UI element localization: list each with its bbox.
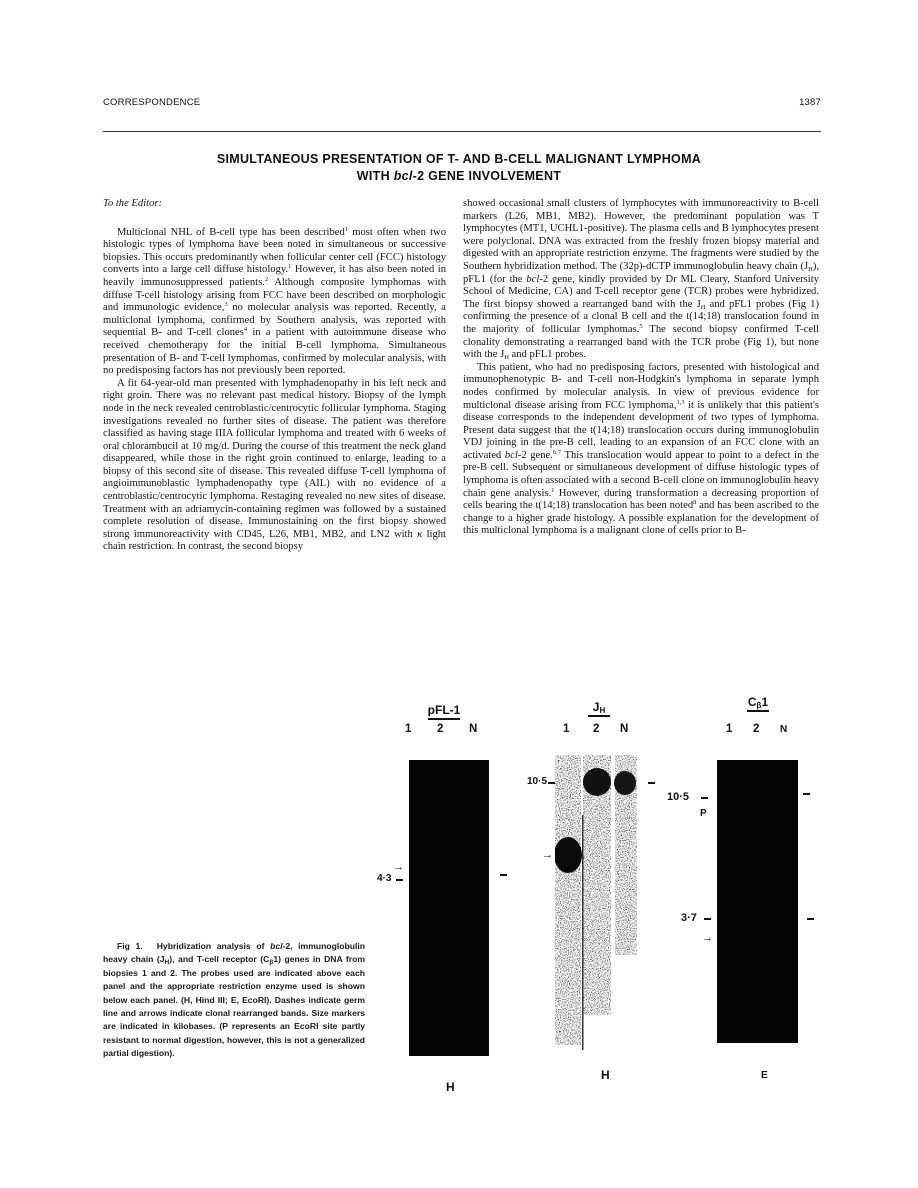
subscript: H	[164, 959, 170, 967]
page-number: 1387	[799, 97, 821, 108]
title-suffix: -2 GENE INVOLVEMENT	[412, 169, 562, 183]
probe-label: pFL-1	[424, 703, 464, 720]
probe-label: $C_\beta 1$	[747, 695, 769, 710]
paragraph-4: This patient, who had no predisposing factors, presented with histological and immunophenotypic B- and T-cell non-Hodgkin's lymphoma in separate lymph nodes confirmed by molecular analysis. In view of previous evidence for multiclonal disease arising from FCC lymphoma,$^{1,3}$ it is unlikely that this patient's disease corresponds to the independent development of two types of lymphoma. Present data suggest that the t(14;18) translocation occurs during immunoglobulin VDJ joining in the pre-B cell, leading to an expansion of an FCC clone with an activated bcl-2 gene.$^{6,7}$ This translocation would appear to point to a defect in the pre-B cell. Subsequent or simultaneous development of diffuse histologic types of lymphoma is often associated with a second B-cell clone on immunoglobulin heavy chain gene analysis.$^1$ However, during transformation a decreasing proportion of cells bearing the t(14;18) translocation has been noted$^8$ and has been ascribed to the change to a higher grade histology. A possible explanation for the development of this multiclonal lymphoma is a malignant clone of cells prior to B-	[463, 361, 819, 537]
germline-dash	[701, 797, 708, 799]
running-head-section: CORRESPONDENCE	[103, 97, 201, 108]
title-prefix: WITH	[356, 169, 394, 183]
subscript: H	[504, 354, 509, 362]
enzyme-label: H	[601, 1068, 610, 1082]
gel-image	[555, 755, 645, 1055]
subscript: H	[808, 265, 813, 273]
size-marker: 10·5	[527, 776, 548, 787]
title-line-1: SIMULTANEOUS PRESENTATION OF T- AND B-CELL MALIGNANT LYMPHOMA	[216, 152, 702, 166]
citation: 4	[243, 326, 248, 334]
title-gene: bcl	[393, 169, 413, 183]
salutation: To the Editor:	[103, 198, 163, 209]
citation: 1	[551, 486, 555, 494]
probe-label: $J_H$	[584, 700, 614, 717]
figure-caption: Fig 1. Hybridization analysis of bcl-2, immunoglobulin heavy chain $(J_H)$, and T-cell receptor $(C_\beta 1)$ genes in DNA from biopsies 1 and 2. The probes used are indicated above each panel and the appropriate restriction enzyme used is shown below each panel. (H, Hind III; E, EcoRI). Dashes indicate germ line and arrows indicate clonal rearranged bands. Size markers are indicated in kilobases. (P represents an EcoRI site partly resistant to normal digestion, however, this is not a generalized partial digestion).	[103, 941, 366, 1059]
citation: 3	[224, 301, 228, 309]
enzyme-label: H	[446, 1080, 455, 1094]
enzyme-label: E	[761, 1070, 768, 1081]
germline-dash	[648, 782, 655, 784]
gene-name: bcl	[504, 449, 518, 461]
germline-dash	[807, 918, 814, 920]
arrow-icon: →	[702, 932, 713, 944]
arrow-icon: →	[542, 849, 553, 861]
arrow-icon: →	[393, 861, 404, 873]
paragraph-2: A fit 64-year-old man presented with lymphadenopathy in his left neck and right groin. There was no relevant past medical history. Biopsy of the lymph node in the neck revealed centroblastic/centrocytic follicular lymphoma. Staging investigations revealed no further sites of disease. The patient was therefore classified as having stage IIIA follicular lymphoma and treated with 6 weeks of oral chlorambucil at 10 mg/d. During the course of this treatment the neck gland disappeared, while those in the right groin continued to enlarge, leading to a biopsy of this second site of disease. This revealed diffuse T-cell lymphoma of angioimmunoblastic lymphadenopathy type (AIL) with no evidence of a centroblastic/centrocytic lymphoma. Restaging revealed no new sites of disease. Treatment with an adriamycin-containing regimen was followed by a sustained complete resolution of disease. Immunostaining on the first biopsy showed strong immunoreactivity with CD45, L26, MB1, MB2, and LN2 with κ light chain restriction. In contrast, the second biopsy	[103, 377, 446, 553]
citation: 1	[288, 263, 292, 271]
paragraph-1: Multiclonal NHL of B-cell type has been described$^1$ most often when two histologic types of lymphoma have been noted in simultaneous or successive biopsies. This occurs predominantly when follicular center cell (FCC) histology converts into a large cell diffuse histology.$^1$ However, it has also been noted in heavily immunosuppressed patients.$^2$ Although composite lymphomas with diffuse T-cell histology arising from FCC have been described on morphologic and immunologic evidence,$^3$ no molecular analysis was reported. Recently, a multiclonal lymphoma, confirmed by Southern analysis, was reported with sequential B- and T-cell clones$^4$ in a patient with autoimmune disease who received chemotherapy for the initial B-cell lymphoma. Simultaneous presentation of B- and T-cell lymphomas, confirmed by molecular analysis, with no predisposing factors has not previously been reported.	[103, 225, 447, 377]
lane-label: 1	[405, 723, 412, 735]
citation: 1,3	[676, 398, 685, 406]
kappa-symbol: κ	[417, 528, 423, 540]
probe-underline	[428, 718, 460, 720]
lane-label: 1	[563, 723, 570, 735]
gene-name: bcl	[526, 273, 540, 285]
lane-label: 2	[753, 723, 760, 735]
size-marker: 4·3	[377, 873, 392, 884]
citation: 6,7	[552, 448, 562, 456]
partial-digest-marker: P	[700, 808, 707, 819]
citation: 8	[693, 499, 697, 507]
lane-label: N	[620, 723, 629, 735]
lane-label: N	[469, 723, 478, 735]
lane-label: 2	[593, 723, 600, 735]
germline-dash	[548, 782, 555, 784]
citation: 2	[264, 275, 269, 283]
paragraph-3: showed occasional small clusters of lymphocytes with immunoreactivity to B-cell markers (L26, MB1, MB2). However, the predominant population was T lymphocytes (MT1, UCHL1-positive). The plasma cells and B lymphocytes present were polyclonal. DNA was extracted from the freshly frozen biopsy material and digested with an appropriate restriction enzyme. The fragments were studied by the Southern hybridization method. The (32p)-dCTP immunoglobulin heavy chain $(J_H)$, pFL1 (for the bcl-2 gene, kindly provided by Dr ML Cleary, Stanford University School of Medicine, CA) and T-cell receptor gene (TCR) probes were hybridized. The first biopsy showed a rearranged band with the $J_H$ and pFL1 probes (Fig 1) confirming the presence of a clonal B cell and the t(14;18) translocation found in the majority of follicular lymphomas.$^5$ The second biopsy confirmed T-cell clonality demonstrating a rearranged band with the TCR probe (Fig 1), but none with the $J_H$ and pFL1 probes.	[463, 198, 819, 362]
gene-name: bcl	[270, 941, 283, 951]
lane-label: 2	[437, 723, 444, 735]
probe-underline	[588, 715, 610, 717]
germline-dash	[803, 793, 810, 795]
lane-label: 1	[726, 723, 733, 735]
subscript: H	[700, 303, 706, 311]
size-marker: 3·7	[681, 912, 697, 924]
subscript: β	[269, 959, 274, 967]
figure-label: Fig 1.	[117, 941, 143, 951]
citation: 5	[639, 322, 643, 330]
gel-image	[409, 760, 489, 1056]
lane-label: N	[780, 724, 788, 735]
germline-dash	[396, 879, 403, 881]
germline-dash	[704, 918, 711, 920]
germline-dash	[500, 874, 507, 876]
gel-image	[717, 760, 798, 1043]
size-marker: 10·5	[667, 791, 690, 803]
citation: 1	[344, 225, 349, 233]
probe-underline	[747, 710, 769, 712]
